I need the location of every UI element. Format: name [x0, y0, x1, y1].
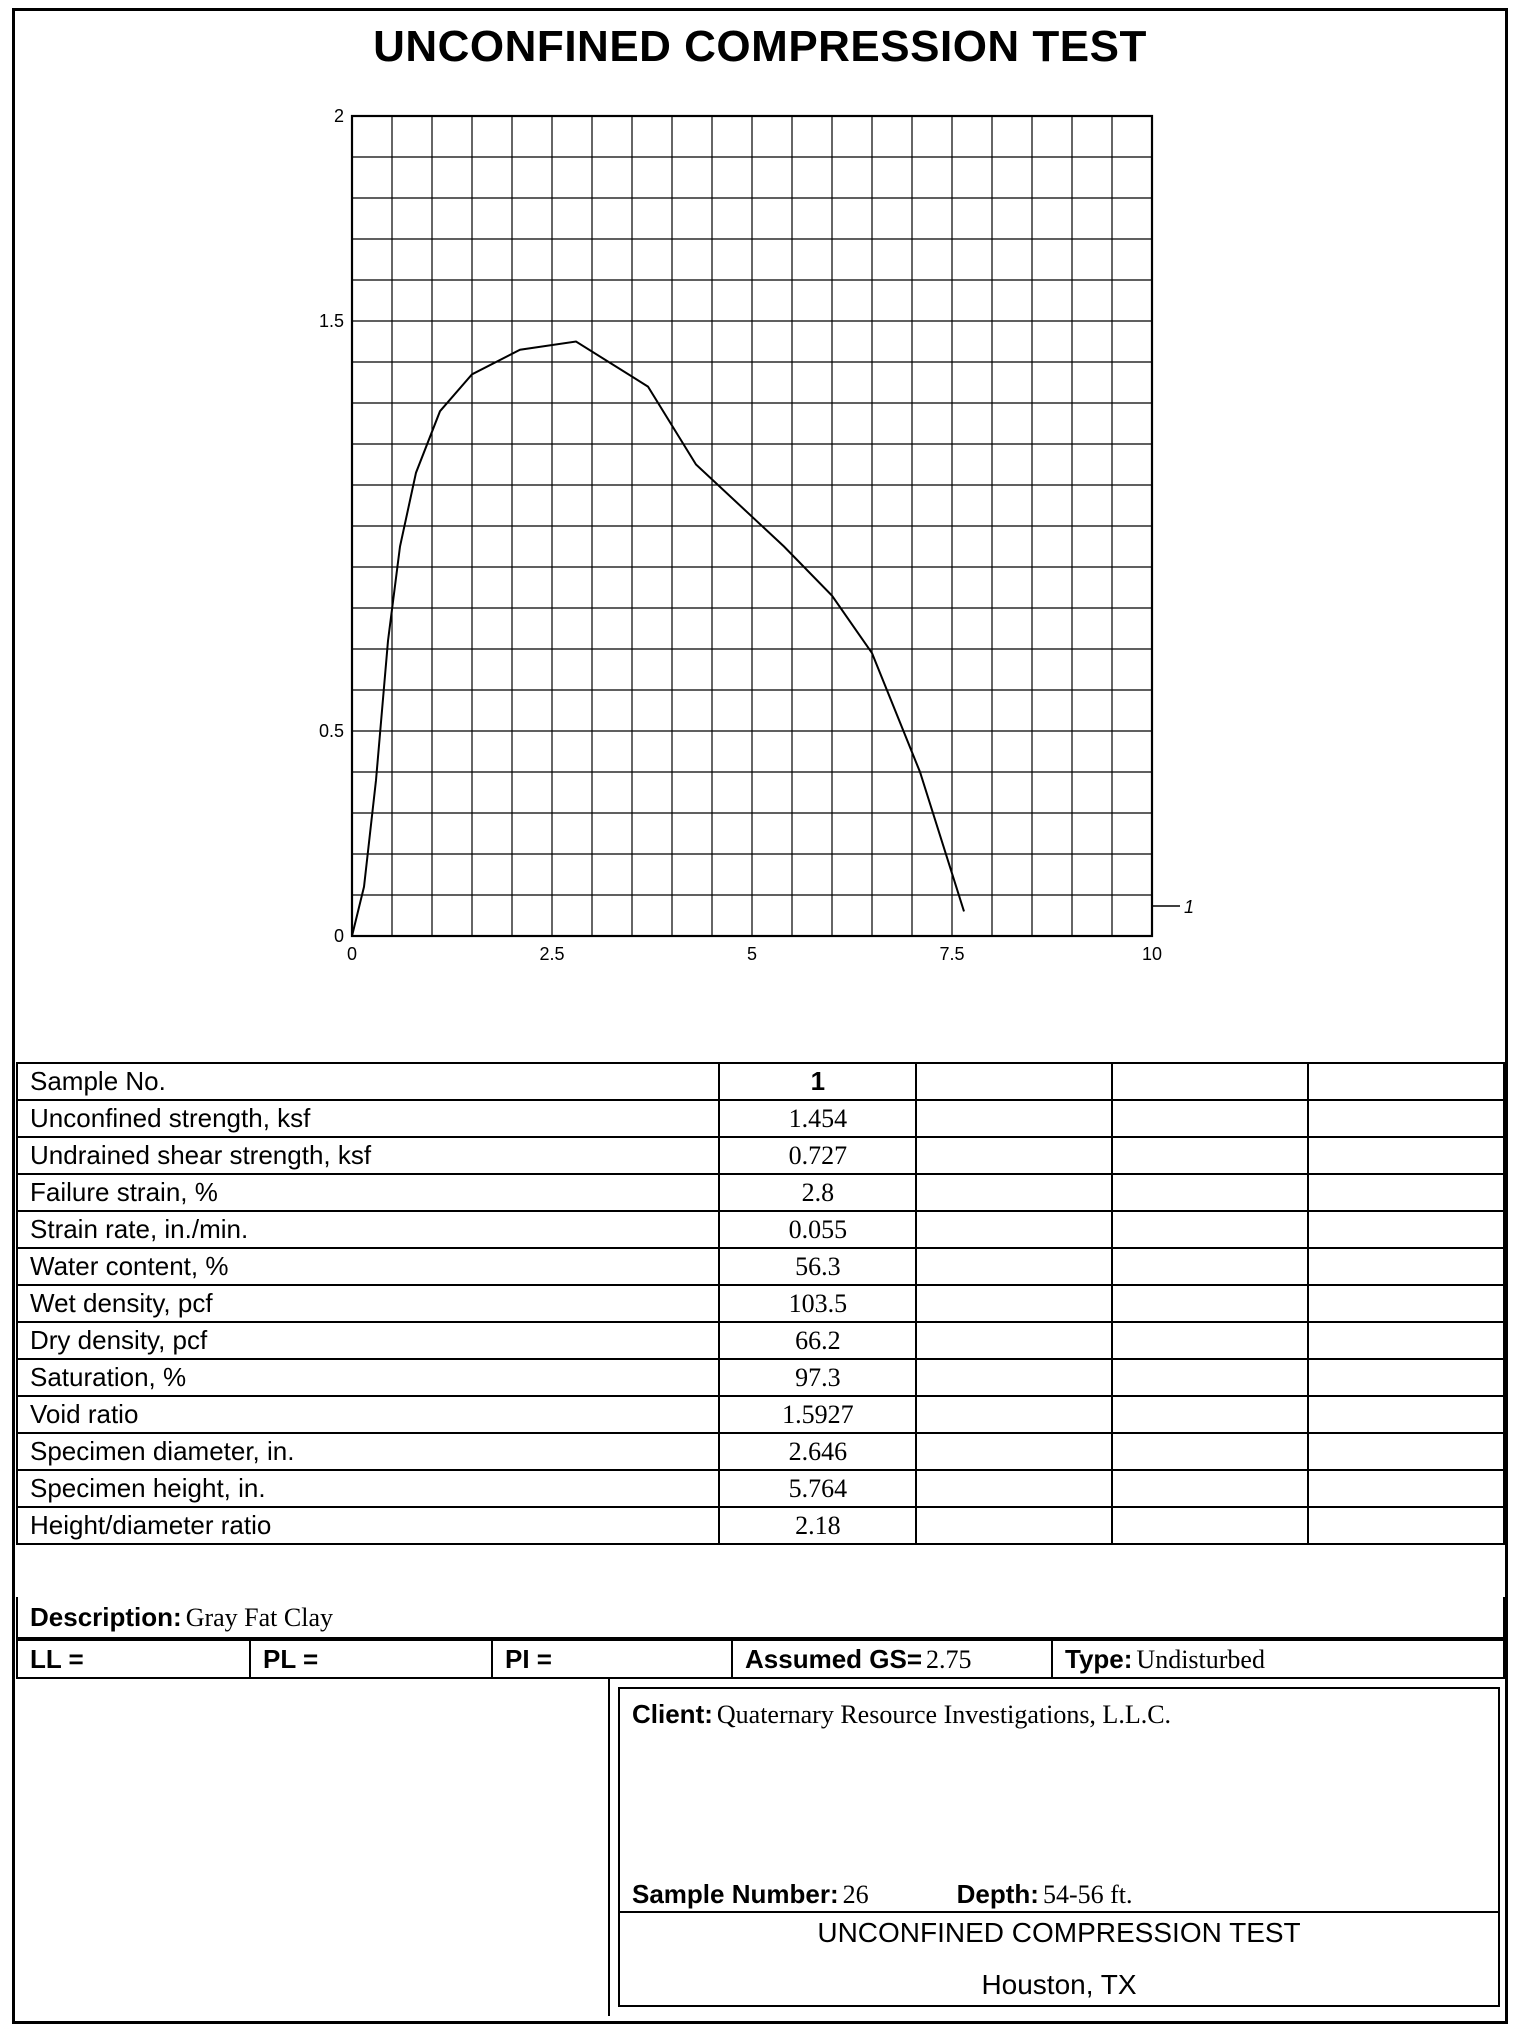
empty-cell — [1308, 1433, 1504, 1470]
empty-cell — [1308, 1137, 1504, 1174]
x-tick-label: 5 — [746, 944, 758, 964]
table-row — [17, 1100, 1504, 1137]
table-row — [17, 1285, 1504, 1322]
row-label: Undrained shear strength, ksf — [17, 1137, 719, 1174]
sample-number-label: Sample Number: — [632, 1879, 839, 1909]
empty-cell — [1112, 1248, 1308, 1285]
pl-label: PL = — [263, 1644, 319, 1674]
row-value: 66.2 — [719, 1322, 916, 1359]
blank-panel — [16, 1679, 610, 2016]
empty-cell — [1112, 1507, 1308, 1544]
empty-cell — [916, 1137, 1112, 1174]
empty-cell — [916, 1396, 1112, 1433]
y-tick-label: 0.5 — [318, 721, 344, 741]
client-box — [618, 1687, 1500, 2007]
row-value: 1.454 — [719, 1100, 916, 1137]
row-label: Specimen diameter, in. — [17, 1433, 719, 1470]
row-label: Saturation, % — [17, 1359, 719, 1396]
table-row — [17, 1359, 1504, 1396]
type-cell — [1053, 1641, 1503, 1677]
pi-label: PI = — [505, 1644, 552, 1674]
empty-cell — [1308, 1211, 1504, 1248]
pl-cell — [251, 1641, 493, 1677]
sample-number-value: 26 — [842, 1880, 869, 1909]
empty-cell — [1308, 1285, 1504, 1322]
empty-cell — [1112, 1359, 1308, 1396]
properties-table — [16, 1062, 1505, 1545]
empty-cell — [1308, 1248, 1504, 1285]
row-value: 103.5 — [719, 1285, 916, 1322]
empty-cell — [916, 1507, 1112, 1544]
empty-cell — [1308, 1359, 1504, 1396]
pi-cell — [493, 1641, 733, 1677]
description-value: Gray Fat Clay — [185, 1603, 333, 1632]
row-value: 2.8 — [719, 1174, 916, 1211]
x-tick-label: 7.5 — [939, 944, 965, 964]
row-label: Void ratio — [17, 1396, 719, 1433]
empty-cell — [1112, 1174, 1308, 1211]
empty-cell — [916, 1359, 1112, 1396]
row-value: 97.3 — [719, 1359, 916, 1396]
empty-cell — [1112, 1396, 1308, 1433]
row-value: 2.18 — [719, 1507, 916, 1544]
table-row — [17, 1174, 1504, 1211]
table-row — [17, 1211, 1504, 1248]
empty-cell — [1308, 1322, 1504, 1359]
table-row — [17, 1470, 1504, 1507]
empty-cell — [916, 1285, 1112, 1322]
report-location: Houston, TX — [981, 1969, 1137, 2000]
sample-depth-line — [632, 1879, 1132, 1910]
x-tick-label: 10 — [1141, 944, 1163, 964]
report-title: UNCONFINED COMPRESSION TEST — [817, 1917, 1301, 1948]
description-row — [16, 1597, 1505, 1639]
empty-cell — [1112, 1063, 1308, 1100]
row-value: 1.5927 — [719, 1396, 916, 1433]
row-label: Failure strain, % — [17, 1174, 719, 1211]
description-label: Description: — [30, 1602, 182, 1632]
client-value: Quaternary Resource Investigations, L.L.C. — [716, 1700, 1172, 1729]
page-title: UNCONFINED COMPRESSION TEST — [373, 22, 1147, 71]
empty-cell — [1112, 1100, 1308, 1137]
row-value: 2.646 — [719, 1433, 916, 1470]
x-tick-label: 0 — [346, 944, 358, 964]
client-line — [632, 1699, 1171, 1730]
empty-cell — [1308, 1470, 1504, 1507]
row-label: Unconfined strength, ksf — [17, 1100, 719, 1137]
type-label: Type: — [1065, 1644, 1133, 1674]
table-row — [17, 1396, 1504, 1433]
empty-cell — [1112, 1285, 1308, 1322]
type-value: Undisturbed — [1136, 1645, 1265, 1674]
gs-label: Assumed GS= — [745, 1644, 923, 1674]
y-tick-label: 1.5 — [318, 311, 344, 331]
row-label: Water content, % — [17, 1248, 719, 1285]
depth-value: 54-56 ft. — [1042, 1880, 1133, 1909]
y-tick-label: 2 — [333, 106, 344, 126]
row-value: 1 — [719, 1063, 916, 1100]
table-row — [17, 1322, 1504, 1359]
y-tick-label: 0 — [333, 926, 344, 946]
row-label: Dry density, pcf — [17, 1322, 719, 1359]
row-label: Wet density, pcf — [17, 1285, 719, 1322]
depth-label: Depth: — [956, 1879, 1039, 1909]
row-label: Sample No. — [17, 1063, 719, 1100]
gs-value: 2.75 — [926, 1645, 972, 1674]
empty-cell — [1308, 1100, 1504, 1137]
client-divider — [620, 1911, 1498, 1913]
empty-cell — [1112, 1433, 1308, 1470]
row-label: Height/diameter ratio — [17, 1507, 719, 1544]
table-row — [17, 1248, 1504, 1285]
row-label: Specimen height, in. — [17, 1470, 719, 1507]
empty-cell — [1112, 1137, 1308, 1174]
empty-cell — [916, 1211, 1112, 1248]
empty-cell — [916, 1248, 1112, 1285]
empty-cell — [916, 1322, 1112, 1359]
client-label: Client: — [632, 1699, 713, 1729]
empty-cell — [1112, 1322, 1308, 1359]
table-row — [17, 1507, 1504, 1544]
limits-row — [16, 1639, 1505, 1679]
empty-cell — [1308, 1396, 1504, 1433]
ll-cell — [18, 1641, 251, 1677]
row-value: 0.055 — [719, 1211, 916, 1248]
empty-cell — [916, 1433, 1112, 1470]
table-header-row — [17, 1063, 1504, 1100]
empty-cell — [1308, 1063, 1504, 1100]
row-value: 0.727 — [719, 1137, 916, 1174]
empty-cell — [1112, 1211, 1308, 1248]
table-row — [17, 1137, 1504, 1174]
empty-cell — [916, 1063, 1112, 1100]
gs-cell — [733, 1641, 1053, 1677]
empty-cell — [1112, 1470, 1308, 1507]
row-value: 5.764 — [719, 1470, 916, 1507]
empty-cell — [916, 1174, 1112, 1211]
table-row — [17, 1433, 1504, 1470]
empty-cell — [916, 1470, 1112, 1507]
row-value: 56.3 — [719, 1248, 916, 1285]
ll-label: LL = — [30, 1644, 84, 1674]
legend-label: 1 — [1184, 897, 1195, 917]
empty-cell — [1308, 1174, 1504, 1211]
stress-strain-chart — [0, 0, 1520, 1000]
row-label: Strain rate, in./min. — [17, 1211, 719, 1248]
empty-cell — [916, 1100, 1112, 1137]
empty-cell — [1308, 1507, 1504, 1544]
x-tick-label: 2.5 — [539, 944, 565, 964]
